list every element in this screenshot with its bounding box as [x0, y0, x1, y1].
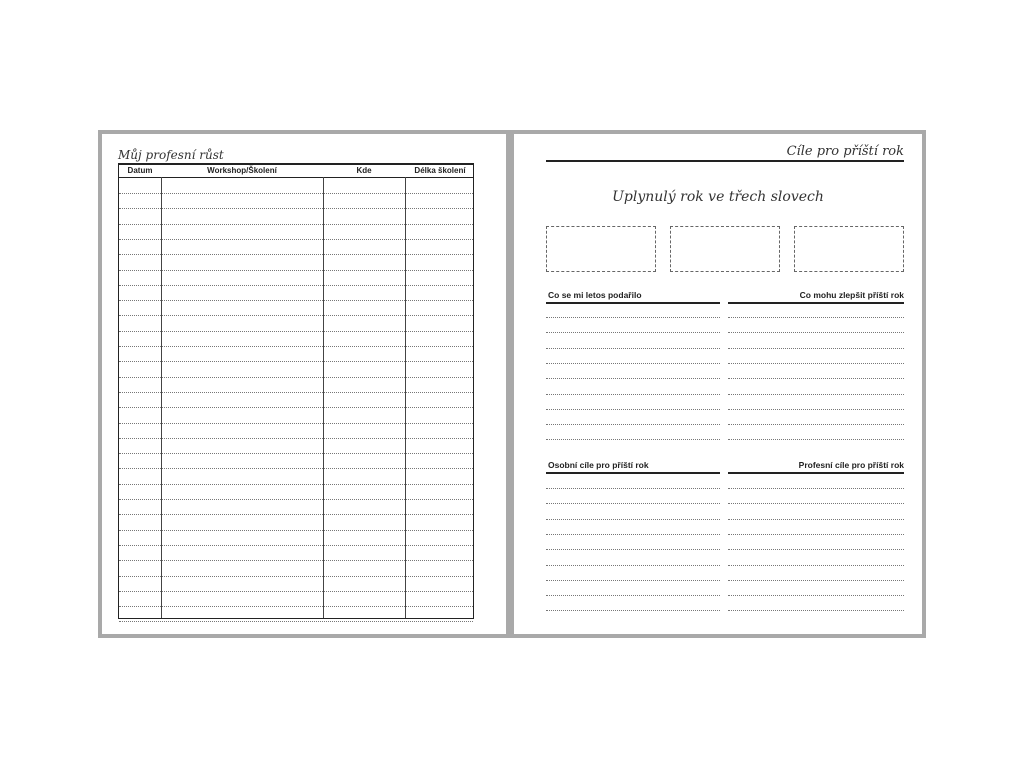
table-row[interactable] — [119, 606, 473, 607]
planner-spread — [98, 130, 926, 638]
writing-line[interactable] — [546, 503, 720, 504]
writing-line[interactable] — [546, 519, 720, 520]
table-row[interactable] — [119, 560, 473, 561]
table-row[interactable] — [119, 484, 473, 485]
writing-line[interactable] — [546, 595, 720, 596]
table-row[interactable] — [119, 392, 473, 393]
section-label-achievements: Co se mi letos podařilo — [548, 290, 642, 300]
writing-line[interactable] — [546, 580, 720, 581]
writing-line[interactable] — [546, 348, 720, 349]
word-box[interactable] — [546, 226, 656, 272]
writing-line[interactable] — [546, 439, 720, 440]
writing-line[interactable] — [728, 424, 904, 425]
table-row[interactable] — [119, 530, 473, 531]
writing-line[interactable] — [728, 580, 904, 581]
writing-line[interactable] — [546, 317, 720, 318]
column-header-place: Kde — [356, 166, 372, 175]
writing-line[interactable] — [728, 378, 904, 379]
training-table — [118, 165, 474, 619]
table-row[interactable] — [119, 254, 473, 255]
writing-line[interactable] — [728, 488, 904, 489]
writing-line[interactable] — [546, 534, 720, 535]
table-row[interactable] — [119, 285, 473, 286]
table-row[interactable] — [119, 453, 473, 454]
writing-line[interactable] — [546, 549, 720, 550]
table-row[interactable] — [119, 499, 473, 500]
writing-line[interactable] — [728, 549, 904, 550]
writing-line[interactable] — [728, 348, 904, 349]
writing-line[interactable] — [728, 565, 904, 566]
table-row[interactable] — [119, 300, 473, 301]
section-label-improvements: Co mohu zlepšit příští rok — [799, 290, 904, 300]
title-rule — [546, 160, 904, 162]
header-rule — [119, 177, 473, 178]
column-header-workshop: Workshop/Školení — [207, 166, 277, 175]
column-header-date: Datum — [127, 166, 153, 175]
writing-line[interactable] — [546, 424, 720, 425]
table-row[interactable] — [119, 315, 473, 316]
writing-line[interactable] — [546, 409, 720, 410]
word-box[interactable] — [794, 226, 904, 272]
table-row[interactable] — [119, 576, 473, 577]
table-row[interactable] — [119, 224, 473, 225]
table-row[interactable] — [119, 468, 473, 469]
section-rule — [728, 302, 904, 304]
column-divider — [405, 177, 406, 618]
section-rule — [546, 302, 720, 304]
table-row[interactable] — [119, 361, 473, 362]
page-title: Cíle pro příští rok — [786, 144, 904, 159]
writing-line[interactable] — [546, 565, 720, 566]
writing-line[interactable] — [728, 409, 904, 410]
table-row[interactable] — [119, 438, 473, 439]
table-row[interactable] — [119, 346, 473, 347]
writing-line[interactable] — [728, 439, 904, 440]
writing-line[interactable] — [546, 488, 720, 489]
writing-line[interactable] — [728, 534, 904, 535]
column-divider — [161, 177, 162, 618]
section-rule — [546, 472, 720, 474]
column-header-duration: Délka školení — [414, 166, 466, 175]
section-label-personal-goals: Osobní cíle pro příští rok — [548, 460, 649, 470]
table-row[interactable] — [119, 239, 473, 240]
table-row[interactable] — [119, 407, 473, 408]
page-title: Můj profesní růst — [118, 148, 224, 162]
year-in-three-words-title: Uplynulý rok ve třech slovech — [612, 189, 824, 205]
writing-line[interactable] — [546, 610, 720, 611]
writing-line[interactable] — [546, 378, 720, 379]
table-row[interactable] — [119, 621, 473, 622]
left-page — [102, 134, 506, 634]
table-row[interactable] — [119, 208, 473, 209]
section-label-professional-goals: Profesní cíle pro příští rok — [798, 460, 904, 470]
writing-line[interactable] — [728, 503, 904, 504]
right-page — [514, 134, 922, 634]
writing-line[interactable] — [728, 610, 904, 611]
table-row[interactable] — [119, 193, 473, 194]
table-row[interactable] — [119, 545, 473, 546]
writing-line[interactable] — [728, 394, 904, 395]
table-row[interactable] — [119, 423, 473, 424]
section-rule — [728, 472, 904, 474]
table-row[interactable] — [119, 377, 473, 378]
table-row[interactable] — [119, 514, 473, 515]
table-row[interactable] — [119, 591, 473, 592]
word-box[interactable] — [670, 226, 780, 272]
table-row[interactable] — [119, 270, 473, 271]
writing-line[interactable] — [546, 394, 720, 395]
writing-line[interactable] — [546, 332, 720, 333]
column-divider — [323, 177, 324, 618]
writing-line[interactable] — [728, 595, 904, 596]
writing-line[interactable] — [728, 363, 904, 364]
table-row[interactable] — [119, 331, 473, 332]
writing-line[interactable] — [728, 519, 904, 520]
writing-line[interactable] — [546, 363, 720, 364]
writing-line[interactable] — [728, 317, 904, 318]
writing-line[interactable] — [728, 332, 904, 333]
